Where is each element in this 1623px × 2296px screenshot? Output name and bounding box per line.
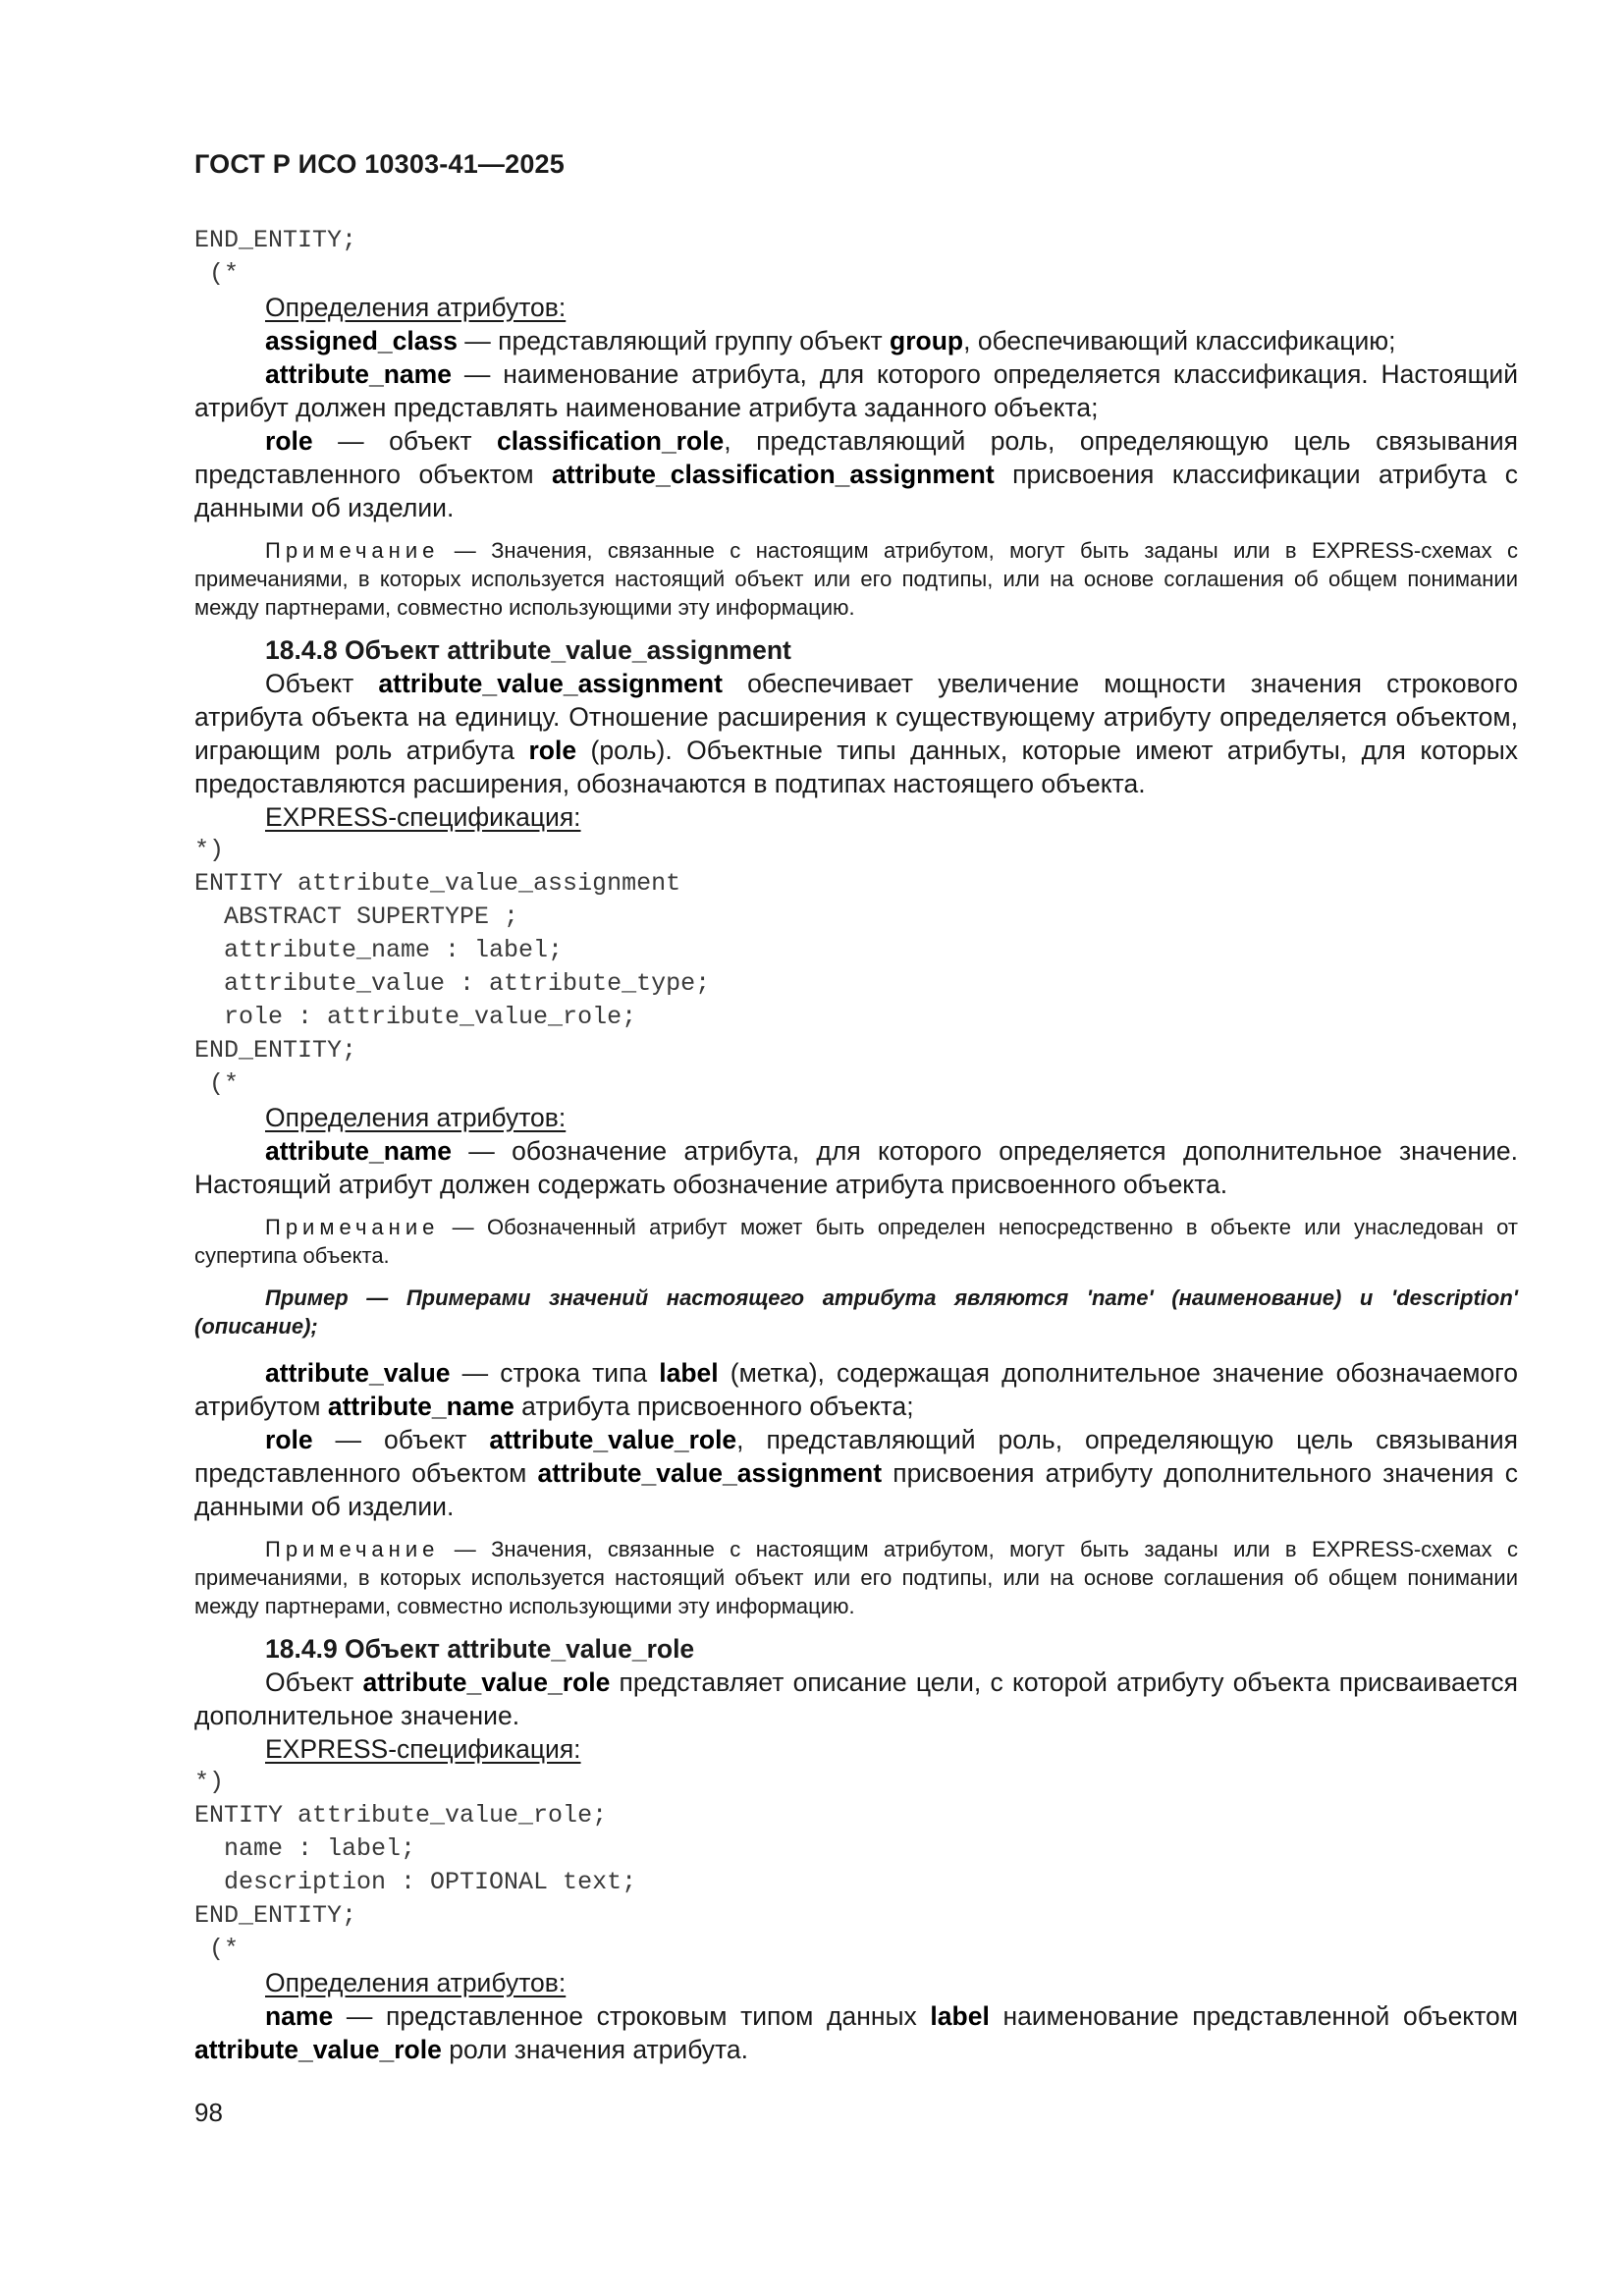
code-line: (* [194,1069,240,1098]
def-text: присвоения классификации атрибута с данными об изделии. [194,460,1518,522]
intro-text: представляет описание цели, с которой атрибуту объекта присваивается дополнительное значение. [194,1667,1519,1730]
def-text: — представляющий группу объект [457,326,891,355]
intro-bold: attribute_value_role [362,1667,611,1697]
def-text: роли значения атрибута. [441,2035,748,2064]
code-line: END_ENTITY; [194,1036,357,1065]
code-line: ABSTRACT SUPERTYPE ; [194,902,519,931]
def-text: атрибута присвоенного объекта; [514,1392,914,1421]
note-label: Примечание [265,1215,440,1239]
note-text: — Значения, связанные с настоящим атрибутом, могут быть заданы или в EXPRESS-схемах с примечаниями, в которых используется настоящий объект или его подтипы, или на основе соглашения об общем понимании между партнерами, совместно использующими эту информацию. [194,1537,1518,1618]
def-term: assigned_class [265,326,458,355]
def-text: наименование представленной объектом [989,2001,1518,2031]
express-spec-label: EXPRESS-спецификация: [265,802,581,832]
intro-text: (роль). Объектные типы данных, которые имеют атрибуты, для которых предоставляются расширения, обозначаются в подтипах настоящего объекта. [194,736,1519,798]
note-text: — Значения, связанные с настоящим атрибутом, могут быть заданы или в EXPRESS-схемах с примечаниями, в которых используется настоящий объект или его подтипы, или на основе соглашения об общем понимании между партнерами, совместно использующими эту информацию. [194,538,1518,620]
def-bold: label [659,1358,719,1388]
code-line: ENTITY attribute_value_assignment [194,869,681,898]
section-heading-18-4-9: 18.4.9 Объект attribute_value_role [265,1634,695,1664]
def-term: attribute_name [265,1136,452,1166]
intro-text: обеспечивает увеличение мощности значения строкового атрибута объекта на единицу. Отношение расширения к существующему атрибуту определяется объектом, играющим роль атрибута [194,669,1518,765]
intro-text: Объект [265,669,379,698]
code-line: *) [194,1768,225,1796]
def-term: name [265,2001,334,2031]
def-attribute-value [194,1356,1518,1423]
code-line: name : label; [194,1834,416,1863]
def-bold: attribute_name [327,1392,514,1421]
def-text: — наименование атрибута, для которого определяется классификация. Настоящий атрибут должен представлять наименование атрибута заданного объекта; [194,359,1518,422]
def-text: — строка типа [450,1358,660,1388]
def-attribute-name [194,357,1518,424]
def-bold: attribute_classification_assignment [552,460,995,489]
def-text: (метка), содержащая дополнительное значение обозначаемого атрибутом [194,1358,1518,1421]
def-text: — представленное строковым типом данных [333,2001,931,2031]
example: Пример — Примерами значений настоящего атрибута являются 'name' (наименование) и 'description' (описание); [194,1285,1518,1339]
page-header: ГОСТ Р ИСО 10303-41—2025 [194,149,565,179]
intro-bold: role [528,736,577,765]
page-content [194,224,1518,2066]
def-text: , обеспечивающий классификацию; [963,326,1396,355]
code-line: END_ENTITY; [194,1901,357,1930]
note-text: — Обозначенный атрибут может быть определен непосредственно в объекте или унаследован от супертипа объекта. [194,1215,1518,1268]
section-intro-18-4-8 [194,667,1518,800]
page-number: 98 [194,2098,223,2127]
def-bold: attribute_value_role [489,1425,737,1454]
def-term: attribute_value [265,1358,451,1388]
code-line: *) [194,836,225,864]
attr-defs-label: Определения атрибутов: [265,1968,567,1997]
note-label: Примечание [265,538,440,563]
note-1 [194,536,1518,622]
def-role [194,1423,1518,1523]
code-comment-open: (* [194,259,240,288]
def-bold: attribute_value_role [194,2035,442,2064]
code-end-entity: END_ENTITY; [194,226,357,254]
code-line: attribute_name : label; [194,936,564,964]
def-text: — обозначение атрибута, для которого определяется дополнительное значение. Настоящий атрибут должен содержать обозначение атрибута присвоенного объекта. [194,1136,1518,1199]
intro-bold: attribute_value_assignment [378,669,723,698]
def-text: — объект [312,1425,490,1454]
def-term: role [265,426,313,456]
code-block-18-4-8 [194,834,1518,1101]
def-bold: classification_role [497,426,725,456]
def-assigned-class [194,324,1518,357]
def-term: role [265,1425,313,1454]
code-line: role : attribute_value_role; [194,1003,637,1031]
def-text: присвоения атрибуту дополнительного значения с данными об изделии. [194,1458,1518,1521]
attr-defs-label: Определения атрибутов: [265,293,567,322]
express-spec-label: EXPRESS-спецификация: [265,1734,581,1764]
def-text: , представляющий роль, определяющую цель связывания представленного объектом [194,426,1518,489]
def-name [194,1999,1518,2066]
def-bold: group [890,326,964,355]
attr-defs-label: Определения атрибутов: [265,1103,567,1132]
note-2 [194,1213,1518,1270]
code-line: ENTITY attribute_value_role; [194,1801,608,1830]
def-bold: attribute_value_assignment [537,1458,883,1488]
intro-text: Объект [265,1667,363,1697]
note-3 [194,1535,1518,1620]
def-attribute-name [194,1134,1518,1201]
code-line: description : OPTIONAL text; [194,1868,637,1896]
code-block-18-4-9 [194,1766,1518,1966]
def-text: , представляющий роль, определяющую цель связывания представленного объектом [194,1425,1518,1488]
def-role [194,424,1518,524]
section-heading-18-4-8: 18.4.8 Объект attribute_value_assignment [265,635,791,665]
code-line: attribute_value : attribute_type; [194,969,711,998]
def-text: — объект [312,426,498,456]
def-term: attribute_name [265,359,452,389]
code-line: (* [194,1935,240,1963]
section-intro-18-4-9 [194,1666,1518,1732]
def-bold: label [930,2001,990,2031]
note-label: Примечание [265,1537,440,1561]
